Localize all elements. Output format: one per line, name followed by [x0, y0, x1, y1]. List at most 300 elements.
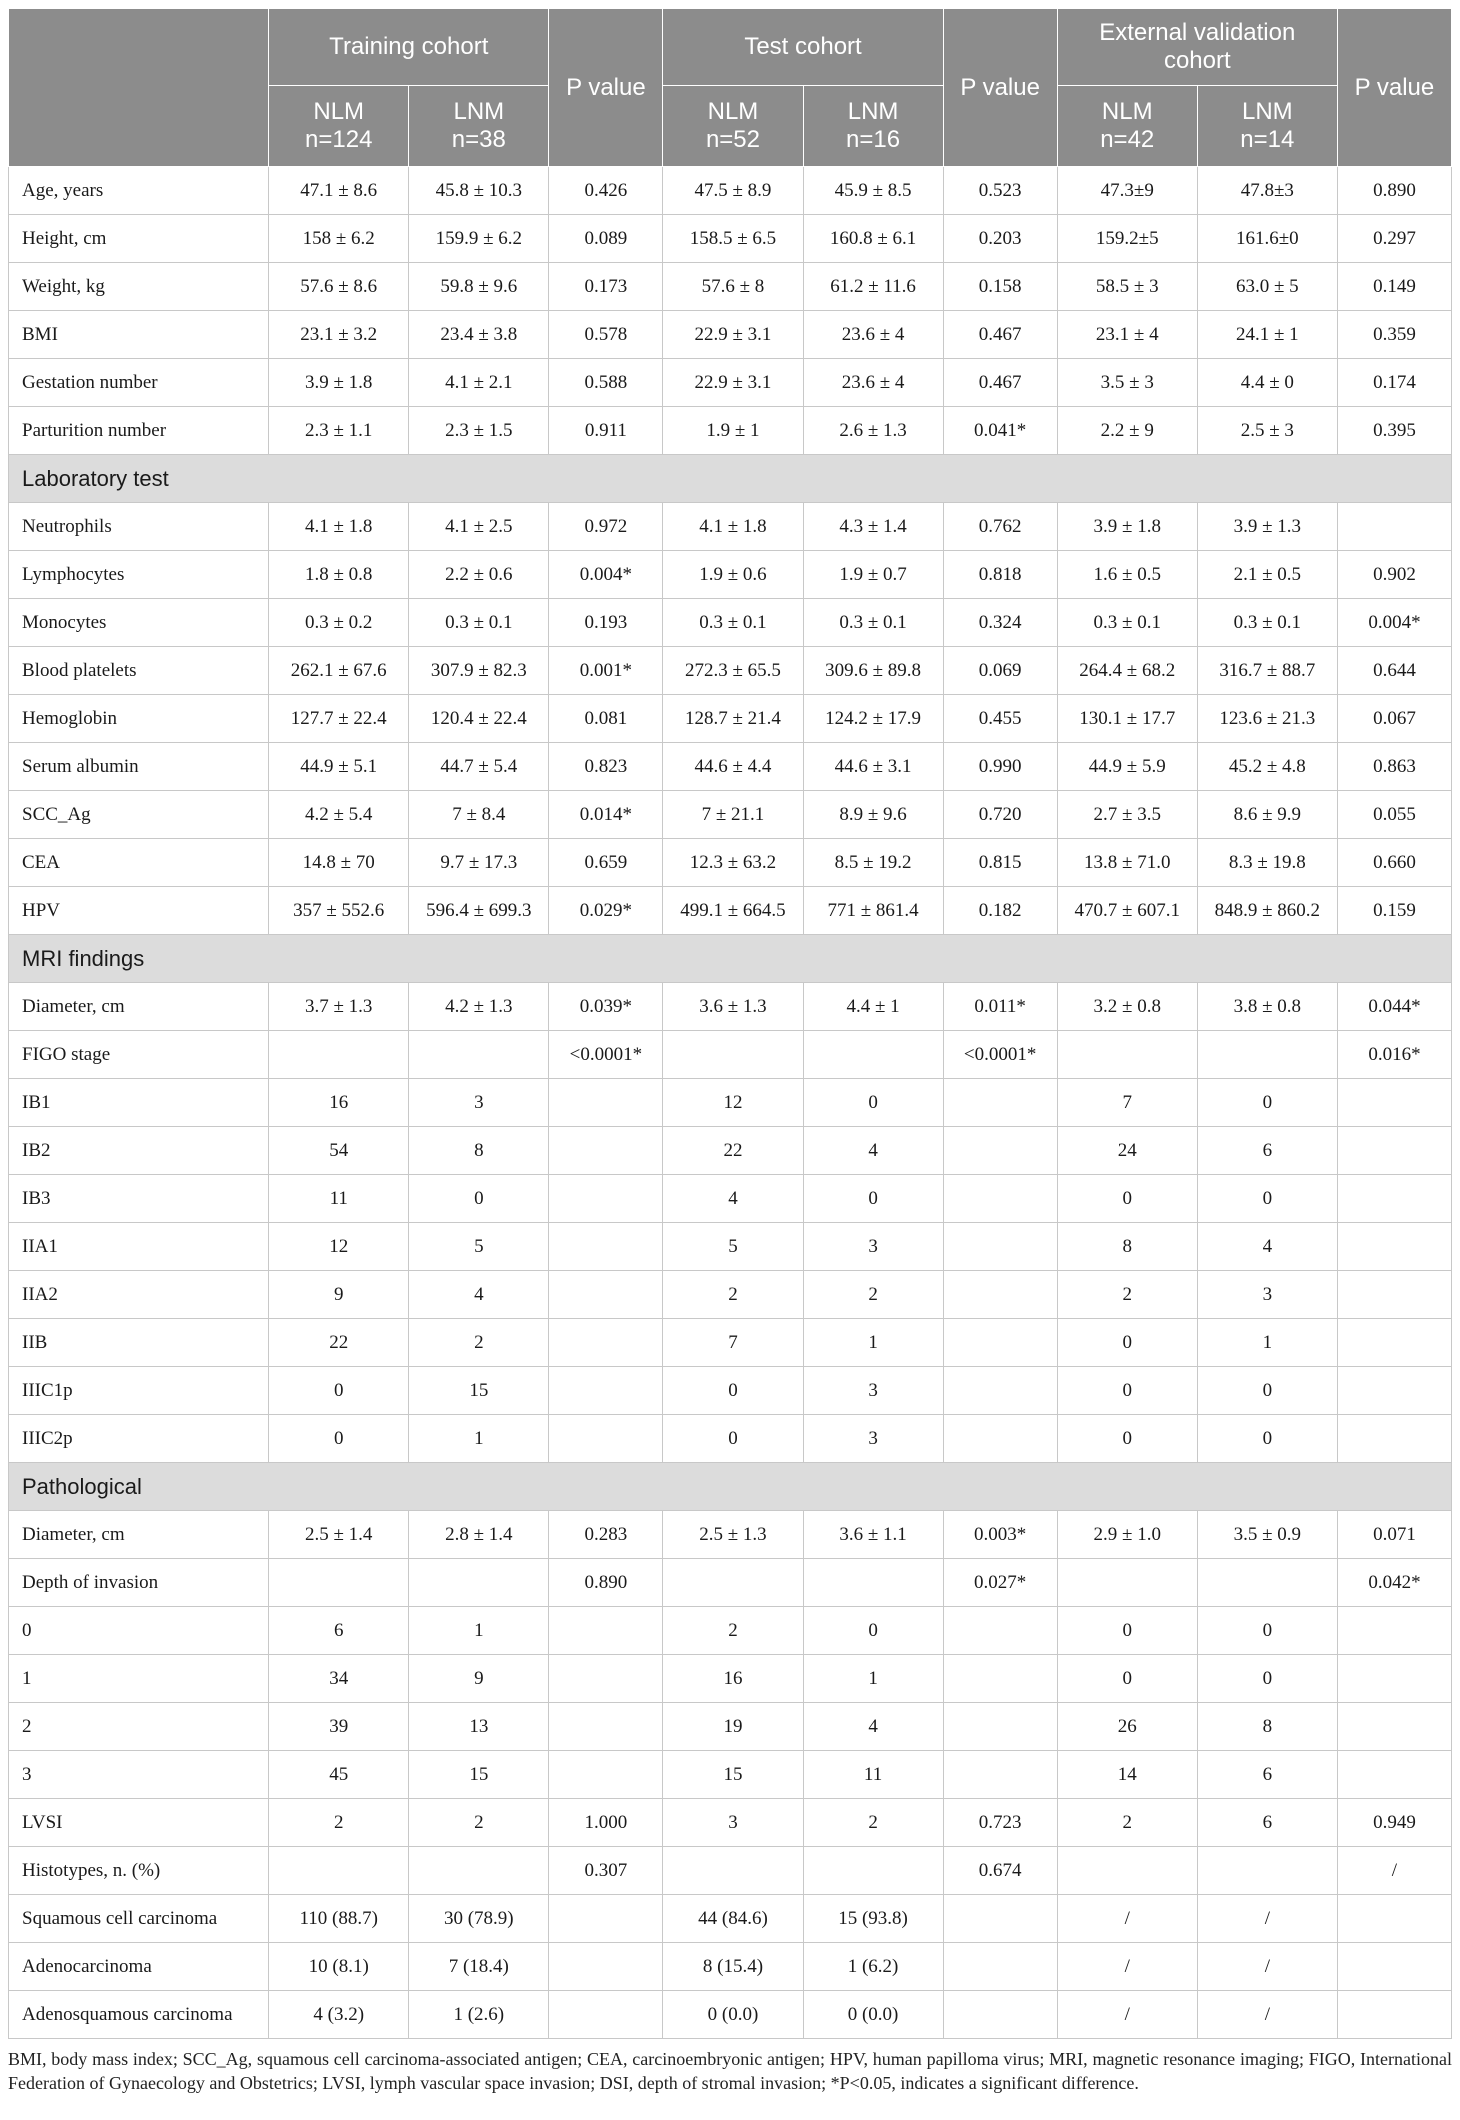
table-cell: 0.004*: [1337, 599, 1451, 647]
section-label: MRI findings: [9, 935, 1452, 983]
section-row: [9, 1463, 1452, 1511]
table-cell: 0: [1057, 1607, 1197, 1655]
row-label: Age, years: [9, 167, 269, 215]
row-label: IIA2: [9, 1271, 269, 1319]
row-label: IIIC1p: [9, 1367, 269, 1415]
cohort-characteristics-table: [8, 8, 1452, 2039]
table-row: [9, 1607, 1452, 1655]
table-cell: 2.9 ± 1.0: [1057, 1511, 1197, 1559]
table-cell: 10 (8.1): [269, 1943, 409, 1991]
table-cell: 0.467: [943, 359, 1057, 407]
table-row: [9, 1511, 1452, 1559]
row-label: IIA1: [9, 1223, 269, 1271]
table-cell: 0 (0.0): [803, 1991, 943, 2039]
table-cell: 24.1 ± 1: [1197, 311, 1337, 359]
table-cell: 0.016*: [1337, 1031, 1451, 1079]
table-cell: 2.3 ± 1.5: [409, 407, 549, 455]
table-cell: 2.3 ± 1.1: [269, 407, 409, 455]
table-cell: [1337, 1943, 1451, 1991]
table-cell: [1197, 1559, 1337, 1607]
table-cell: 58.5 ± 3: [1057, 263, 1197, 311]
table-footnote: BMI, body mass index; SCC_Ag, squamous cell carcinoma-associated antigen; CEA, carcinoembryonic antigen; HPV, human papilloma virus; MRI, magnetic resonance imaging; FIGO, International Federation of Gynaecology and Obstetrics; LVSI, lymph vascular space invasion; DSI, depth of stromal invasion; *P<0.05, indicates a significant difference.: [8, 2049, 1452, 2093]
table-cell: 1: [803, 1319, 943, 1367]
table-cell: 44 (84.6): [663, 1895, 803, 1943]
table-cell: 1: [803, 1655, 943, 1703]
table-cell: [269, 1559, 409, 1607]
table-cell: [1337, 1079, 1451, 1127]
table-cell: 0: [1197, 1367, 1337, 1415]
table-cell: 2.5 ± 1.4: [269, 1511, 409, 1559]
table-cell: 2: [1057, 1271, 1197, 1319]
row-label: Parturition number: [9, 407, 269, 455]
table-cell: 0.455: [943, 695, 1057, 743]
table-cell: [549, 1943, 663, 1991]
table-cell: [663, 1031, 803, 1079]
table-cell: 262.1 ± 67.6: [269, 647, 409, 695]
table-cell: 14.8 ± 70: [269, 839, 409, 887]
table-cell: 0.467: [943, 311, 1057, 359]
table-cell: 3.7 ± 1.3: [269, 983, 409, 1031]
table-cell: 3: [409, 1079, 549, 1127]
table-cell: [1337, 1127, 1451, 1175]
table-cell: 848.9 ± 860.2: [1197, 887, 1337, 935]
table-cell: 499.1 ± 664.5: [663, 887, 803, 935]
table-cell: 0.041*: [943, 407, 1057, 455]
table-cell: [1337, 1751, 1451, 1799]
table-cell: 13.8 ± 71.0: [1057, 839, 1197, 887]
table-cell: 63.0 ± 5: [1197, 263, 1337, 311]
table-cell: 23.1 ± 3.2: [269, 311, 409, 359]
table-cell: 23.1 ± 4: [1057, 311, 1197, 359]
table-cell: 4: [1197, 1223, 1337, 1271]
table-cell: 0 (0.0): [663, 1991, 803, 2039]
header-test-cohort: Test cohort: [663, 9, 943, 86]
table-cell: 12.3 ± 63.2: [663, 839, 803, 887]
table-cell: 1.6 ± 0.5: [1057, 551, 1197, 599]
table-cell: 0: [1197, 1607, 1337, 1655]
table-cell: 7 ± 21.1: [663, 791, 803, 839]
table-cell: 16: [663, 1655, 803, 1703]
table-cell: [1057, 1031, 1197, 1079]
table-cell: 23.6 ± 4: [803, 311, 943, 359]
table-row: [9, 263, 1452, 311]
table-row: [9, 1751, 1452, 1799]
row-label: Adenocarcinoma: [9, 1943, 269, 1991]
table-cell: [549, 1415, 663, 1463]
section-label: Laboratory test: [9, 455, 1452, 503]
table-row: [9, 359, 1452, 407]
table-cell: 0: [1197, 1079, 1337, 1127]
table-cell: 0.3 ± 0.2: [269, 599, 409, 647]
table-cell: [943, 1367, 1057, 1415]
table-cell: 0.193: [549, 599, 663, 647]
table-cell: 4.1 ± 1.8: [663, 503, 803, 551]
row-label: IB3: [9, 1175, 269, 1223]
table-cell: [1057, 1559, 1197, 1607]
row-label: Diameter, cm: [9, 1511, 269, 1559]
table-cell: 0.578: [549, 311, 663, 359]
table-cell: 23.4 ± 3.8: [409, 311, 549, 359]
table-cell: 4: [803, 1127, 943, 1175]
table-cell: [803, 1847, 943, 1895]
table-cell: 0.173: [549, 263, 663, 311]
table-cell: 54: [269, 1127, 409, 1175]
table-cell: 6: [1197, 1127, 1337, 1175]
table-row: [9, 791, 1452, 839]
table-cell: [943, 1223, 1057, 1271]
table-cell: [1337, 1895, 1451, 1943]
table-cell: 0.426: [549, 167, 663, 215]
table-cell: 8: [1197, 1703, 1337, 1751]
table-cell: 3: [1197, 1271, 1337, 1319]
table-cell: [549, 1991, 663, 2039]
table-cell: 0: [409, 1175, 549, 1223]
header-blank: [9, 9, 269, 167]
table-cell: 47.5 ± 8.9: [663, 167, 803, 215]
table-cell: 272.3 ± 65.5: [663, 647, 803, 695]
table-cell: 22.9 ± 3.1: [663, 359, 803, 407]
table-cell: 3.9 ± 1.8: [1057, 503, 1197, 551]
table-cell: 0.890: [1337, 167, 1451, 215]
table-cell: 3.8 ± 0.8: [1197, 983, 1337, 1031]
table-cell: [943, 1943, 1057, 1991]
table-cell: [943, 1175, 1057, 1223]
table-cell: 22: [663, 1127, 803, 1175]
table-container: [8, 8, 1452, 2095]
table-cell: 0.815: [943, 839, 1057, 887]
row-label: FIGO stage: [9, 1031, 269, 1079]
header-p-value-external: P value: [1337, 9, 1451, 167]
table-row: [9, 1655, 1452, 1703]
table-cell: 9: [269, 1271, 409, 1319]
table-cell: 0.069: [943, 647, 1057, 695]
row-label: Histotypes, n. (%): [9, 1847, 269, 1895]
table-cell: 1: [409, 1415, 549, 1463]
table-cell: 4: [409, 1271, 549, 1319]
table-cell: [943, 1127, 1057, 1175]
table-cell: 2.7 ± 3.5: [1057, 791, 1197, 839]
table-cell: 309.6 ± 89.8: [803, 647, 943, 695]
table-cell: <0.0001*: [549, 1031, 663, 1079]
table-cell: 0: [269, 1415, 409, 1463]
table-cell: 316.7 ± 88.7: [1197, 647, 1337, 695]
table-cell: 0.159: [1337, 887, 1451, 935]
table-cell: 2.5 ± 1.3: [663, 1511, 803, 1559]
table-cell: 11: [803, 1751, 943, 1799]
row-label: SCC_Ag: [9, 791, 269, 839]
table-cell: [943, 1895, 1057, 1943]
table-cell: 4.3 ± 1.4: [803, 503, 943, 551]
table-row: [9, 599, 1452, 647]
table-cell: /: [1057, 1895, 1197, 1943]
table-cell: [1337, 1607, 1451, 1655]
table-cell: [409, 1031, 549, 1079]
table-cell: 1.9 ± 0.7: [803, 551, 943, 599]
table-cell: [549, 1127, 663, 1175]
header-training-nlm: NLM n=124: [269, 86, 409, 167]
row-label: 2: [9, 1703, 269, 1751]
table-cell: 3.5 ± 3: [1057, 359, 1197, 407]
row-label: 3: [9, 1751, 269, 1799]
row-label: IIB: [9, 1319, 269, 1367]
table-cell: 5: [409, 1223, 549, 1271]
table-cell: 0.3 ± 0.1: [1057, 599, 1197, 647]
table-row: [9, 1799, 1452, 1847]
section-row: [9, 455, 1452, 503]
table-cell: 0: [803, 1175, 943, 1223]
table-cell: 45: [269, 1751, 409, 1799]
table-cell: [1337, 1991, 1451, 2039]
table-row: [9, 1991, 1452, 2039]
table-cell: 0.174: [1337, 359, 1451, 407]
table-cell: 2.2 ± 0.6: [409, 551, 549, 599]
table-cell: 161.6±0: [1197, 215, 1337, 263]
table-cell: 47.8±3: [1197, 167, 1337, 215]
table-cell: 3.6 ± 1.1: [803, 1511, 943, 1559]
table-cell: 14: [1057, 1751, 1197, 1799]
table-cell: /: [1057, 1991, 1197, 2039]
table-cell: 0.014*: [549, 791, 663, 839]
table-cell: 6: [269, 1607, 409, 1655]
table-cell: 0.863: [1337, 743, 1451, 791]
header-test-lnm: LNM n=16: [803, 86, 943, 167]
table-cell: [943, 1319, 1057, 1367]
table-cell: [269, 1031, 409, 1079]
header-training-lnm: LNM n=38: [409, 86, 549, 167]
table-cell: 357 ± 552.6: [269, 887, 409, 935]
table-cell: 123.6 ± 21.3: [1197, 695, 1337, 743]
table-row: [9, 167, 1452, 215]
table-cell: 45.9 ± 8.5: [803, 167, 943, 215]
table-cell: [663, 1847, 803, 1895]
row-label: LVSI: [9, 1799, 269, 1847]
table-cell: 8.6 ± 9.9: [1197, 791, 1337, 839]
table-cell: 3.2 ± 0.8: [1057, 983, 1197, 1031]
table-cell: 0.990: [943, 743, 1057, 791]
table-cell: [1197, 1031, 1337, 1079]
table-cell: 7 (18.4): [409, 1943, 549, 1991]
table-cell: [943, 1991, 1057, 2039]
table-cell: 22: [269, 1319, 409, 1367]
table-cell: [549, 1895, 663, 1943]
table-cell: 3.6 ± 1.3: [663, 983, 803, 1031]
table-cell: 0.723: [943, 1799, 1057, 1847]
table-cell: 2.5 ± 3: [1197, 407, 1337, 455]
table-cell: 0: [1197, 1175, 1337, 1223]
table-cell: 6: [1197, 1799, 1337, 1847]
table-cell: 8.3 ± 19.8: [1197, 839, 1337, 887]
table-cell: 1.8 ± 0.8: [269, 551, 409, 599]
table-cell: 128.7 ± 21.4: [663, 695, 803, 743]
table-cell: /: [1197, 1991, 1337, 2039]
table-cell: 12: [269, 1223, 409, 1271]
row-label: CEA: [9, 839, 269, 887]
table-cell: 8.9 ± 9.6: [803, 791, 943, 839]
table-cell: 45.2 ± 4.8: [1197, 743, 1337, 791]
table-cell: 1.9 ± 1: [663, 407, 803, 455]
table-cell: [1337, 1271, 1451, 1319]
table-cell: [1337, 1655, 1451, 1703]
row-label: Neutrophils: [9, 503, 269, 551]
table-cell: 2: [663, 1607, 803, 1655]
table-cell: [943, 1415, 1057, 1463]
table-cell: 0.203: [943, 215, 1057, 263]
table-cell: 0.027*: [943, 1559, 1057, 1607]
table-cell: 596.4 ± 699.3: [409, 887, 549, 935]
table-body: [9, 167, 1452, 2039]
table-cell: 24: [1057, 1127, 1197, 1175]
table-cell: /: [1197, 1895, 1337, 1943]
header-external-nlm: NLM n=42: [1057, 86, 1197, 167]
table-cell: 0.644: [1337, 647, 1451, 695]
table-cell: 44.6 ± 3.1: [803, 743, 943, 791]
row-label: Diameter, cm: [9, 983, 269, 1031]
table-cell: 44.9 ± 5.1: [269, 743, 409, 791]
table-cell: 4 (3.2): [269, 1991, 409, 2039]
table-cell: 1 (6.2): [803, 1943, 943, 1991]
table-cell: 61.2 ± 11.6: [803, 263, 943, 311]
table-cell: 0.283: [549, 1511, 663, 1559]
table-cell: 6: [1197, 1751, 1337, 1799]
table-cell: 0.890: [549, 1559, 663, 1607]
table-row: [9, 1703, 1452, 1751]
table-cell: <0.0001*: [943, 1031, 1057, 1079]
table-cell: 0: [663, 1367, 803, 1415]
table-cell: 3.9 ± 1.8: [269, 359, 409, 407]
table-cell: 0.149: [1337, 263, 1451, 311]
table-cell: 2: [269, 1799, 409, 1847]
table-cell: 771 ± 861.4: [803, 887, 943, 935]
table-cell: 34: [269, 1655, 409, 1703]
table-cell: [1337, 1703, 1451, 1751]
table-cell: 0.307: [549, 1847, 663, 1895]
table-cell: 120.4 ± 22.4: [409, 695, 549, 743]
header-training-cohort: Training cohort: [269, 9, 549, 86]
table-cell: 0.039*: [549, 983, 663, 1031]
table-cell: 3.9 ± 1.3: [1197, 503, 1337, 551]
table-row: [9, 503, 1452, 551]
table-cell: 0.3 ± 0.1: [409, 599, 549, 647]
table-cell: 45.8 ± 10.3: [409, 167, 549, 215]
table-cell: 110 (88.7): [269, 1895, 409, 1943]
table-cell: [549, 1655, 663, 1703]
table-cell: 47.3±9: [1057, 167, 1197, 215]
table-cell: 26: [1057, 1703, 1197, 1751]
table-cell: [549, 1751, 663, 1799]
table-cell: 264.4 ± 68.2: [1057, 647, 1197, 695]
table-cell: 0.395: [1337, 407, 1451, 455]
table-cell: 0.902: [1337, 551, 1451, 599]
table-cell: [269, 1847, 409, 1895]
table-cell: 0: [1057, 1367, 1197, 1415]
table-cell: 8: [409, 1127, 549, 1175]
table-cell: 0.011*: [943, 983, 1057, 1031]
row-label: 1: [9, 1655, 269, 1703]
table-cell: 0.674: [943, 1847, 1057, 1895]
table-cell: 57.6 ± 8: [663, 263, 803, 311]
table-cell: 44.7 ± 5.4: [409, 743, 549, 791]
row-label: IB1: [9, 1079, 269, 1127]
table-cell: 3.5 ± 0.9: [1197, 1511, 1337, 1559]
table-cell: 0: [1057, 1319, 1197, 1367]
table-cell: 0.182: [943, 887, 1057, 935]
section-row: [9, 935, 1452, 983]
table-cell: 2: [803, 1799, 943, 1847]
table-cell: 2: [803, 1271, 943, 1319]
table-cell: 0.071: [1337, 1511, 1451, 1559]
table-row: [9, 311, 1452, 359]
table-cell: 0.044*: [1337, 983, 1451, 1031]
table-cell: [1337, 1415, 1451, 1463]
table-cell: 12: [663, 1079, 803, 1127]
table-cell: 4.2 ± 5.4: [269, 791, 409, 839]
table-cell: [549, 1367, 663, 1415]
row-label: BMI: [9, 311, 269, 359]
row-label: Hemoglobin: [9, 695, 269, 743]
table-cell: 0: [663, 1415, 803, 1463]
table-row: [9, 1415, 1452, 1463]
table-cell: 2.6 ± 1.3: [803, 407, 943, 455]
table-cell: 158 ± 6.2: [269, 215, 409, 263]
table-cell: 2: [409, 1319, 549, 1367]
table-row: [9, 1367, 1452, 1415]
table-cell: 8.5 ± 19.2: [803, 839, 943, 887]
table-cell: [1337, 1367, 1451, 1415]
table-cell: 124.2 ± 17.9: [803, 695, 943, 743]
table-cell: 0.523: [943, 167, 1057, 215]
row-label: Serum albumin: [9, 743, 269, 791]
table-cell: 3: [663, 1799, 803, 1847]
table-row: [9, 839, 1452, 887]
table-cell: /: [1057, 1943, 1197, 1991]
table-cell: 1.000: [549, 1799, 663, 1847]
table-cell: 0: [803, 1607, 943, 1655]
table-cell: 15: [409, 1751, 549, 1799]
table-cell: 0.823: [549, 743, 663, 791]
row-label: Monocytes: [9, 599, 269, 647]
table-cell: 22.9 ± 3.1: [663, 311, 803, 359]
row-label: Depth of invasion: [9, 1559, 269, 1607]
table-cell: 0.911: [549, 407, 663, 455]
table-cell: [803, 1559, 943, 1607]
table-cell: 1: [1197, 1319, 1337, 1367]
table-cell: 4.2 ± 1.3: [409, 983, 549, 1031]
row-label: Gestation number: [9, 359, 269, 407]
table-cell: 9.7 ± 17.3: [409, 839, 549, 887]
table-cell: 0.089: [549, 215, 663, 263]
table-cell: 4.4 ± 0: [1197, 359, 1337, 407]
table-cell: 7: [663, 1319, 803, 1367]
table-row: [9, 1895, 1452, 1943]
table-cell: 0.003*: [943, 1511, 1057, 1559]
table-cell: 19: [663, 1703, 803, 1751]
table-row: [9, 1079, 1452, 1127]
table-cell: 0.359: [1337, 311, 1451, 359]
table-cell: 2: [663, 1271, 803, 1319]
table-cell: 4.1 ± 1.8: [269, 503, 409, 551]
table-row: [9, 1559, 1452, 1607]
table-cell: [1337, 1175, 1451, 1223]
table-cell: /: [1337, 1847, 1451, 1895]
table-cell: 30 (78.9): [409, 1895, 549, 1943]
table-cell: 44.6 ± 4.4: [663, 743, 803, 791]
table-cell: [409, 1559, 549, 1607]
row-label: IB2: [9, 1127, 269, 1175]
table-cell: [549, 1271, 663, 1319]
table-row: [9, 983, 1452, 1031]
table-cell: [1337, 1223, 1451, 1271]
table-cell: 0.158: [943, 263, 1057, 311]
